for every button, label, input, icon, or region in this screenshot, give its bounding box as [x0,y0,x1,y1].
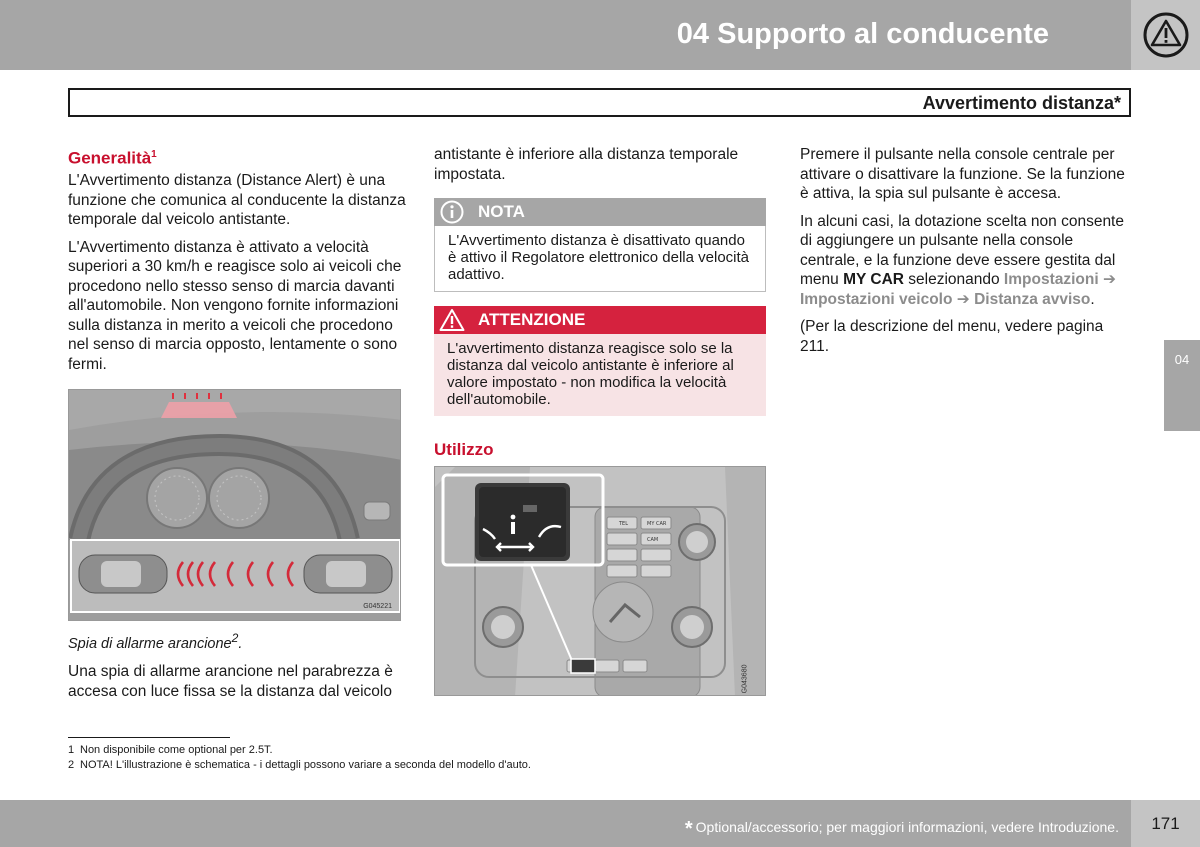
note-header [434,198,766,226]
note-box [434,198,766,292]
chapter-icon-box [1131,0,1200,70]
warning-header [434,306,766,334]
footnote-ref-1: 1 [151,149,157,160]
note-title: NOTA [478,202,525,222]
asterisk-icon: * [684,818,693,840]
section-title: Avvertimento distanza* [922,93,1121,113]
chapter-side-tab [1164,340,1200,431]
figure-code: G043680 [741,664,749,694]
menu-impostazioni: Impostazioni [1003,271,1099,288]
column-3 [800,145,1135,364]
paragraph-activation: L'Avvertimento distanza è attivato a velocità superiori a 30 km/h e reagisce solo ai veicoli che procedono nello stesso senso di marcia davanti all'automobile. Non vengono fornite informazioni sulla distanza in merito a veicoli che procedono nel senso di marcia opposto, lentamente o sono fermi. [68,238,402,373]
section-title-box [68,88,1131,117]
figure-code: G045221 [363,602,392,610]
menu-mycar: MY CAR [843,271,904,288]
footnote-ref-2: 2 [231,631,239,646]
console-button-label: CAM [647,536,659,543]
page-footer [0,800,1131,847]
windscreen-warning-figure [68,389,401,621]
footnotes [68,743,531,773]
windscreen-warning-light [161,402,237,418]
paragraph-press-button: Premere il pulsante nella console centrale per attivare o disattivare la funzione. Se la funzione è attiva, la spia sul pulsante è accesa. [800,146,1125,202]
paragraph-menu-reference: (Per la descrizione del menu, vedere pagina 211. [800,318,1104,355]
own-car-icon [79,555,167,593]
paragraph-menu-path: In alcuni casi, la dotazione scelta non consente di aggiungere un pulsante nella console centrale, e la funzione deve essere gestita dal menu MY CAR selezionando Impostazioni ➔ Impostazioni veicolo ➔ Distanza avviso. [800,212,1124,308]
info-icon [438,198,466,226]
center-console-figure [434,466,766,696]
footer-note: * Optional/accessorio; per maggiori informazioni, vedere Introduzione. [684,818,1119,840]
paragraph-continued: antistante è inferiore alla distanza temporale impostata. [434,146,739,183]
heading-utilizzo: Utilizzo [434,440,494,459]
footnote: 2 NOTA! L'illustrazione è schematica - i dettagli possono variare a seconda del modello d'auto. [68,759,531,771]
console-button-label: MY CAR [647,520,667,527]
footnote-divider [68,737,230,738]
figure-caption: Spia di allarme arancione$^2$. [68,631,243,652]
warning-triangle-icon [1143,12,1189,58]
page-number: 171 [1151,814,1180,833]
front-car-icon [304,555,392,593]
warning-title: ATTENZIONE [478,310,586,330]
heading-generalita: Generalità$^1$ [68,148,157,168]
warning-box [434,306,766,416]
warning-triangle-icon [438,306,466,334]
warning-text: L'avvertimento distanza reagisce solo se la distanza dal veicolo antistante è inferiore al valore impostato - non modifica la velocità dell'automobile. [434,334,766,416]
page-number-box [1131,800,1200,847]
note-text: L'Avvertimento distanza è disattivato quando è attivo il Regolatore elettronico della velocità adattivo. [434,226,766,292]
paragraph-intro: L'Avvertimento distanza (Distance Alert) è una funzione che comunica al conducente la distanza temporale dal veicolo antistante. [68,172,406,229]
footnote: 1 Non disponibile come optional per 2.5T. [68,744,273,756]
menu-distanza-avviso: Distanza avviso [974,290,1091,308]
chapter-tab-label: 04 [1174,352,1190,367]
column-2 [434,145,766,696]
paragraph-warning-light: Una spia di allarme arancione nel parabrezza è accesa con luce fissa se la distanza dal veicolo [68,663,393,700]
column-1 [68,145,408,709]
menu-impostazioni-veicolo: Impostazioni veicolo [800,290,953,308]
chapter-header [0,0,1131,70]
chapter-title: 04 Supporto al conducente [676,18,1049,50]
arrow-right-icon: ➔ [1102,271,1116,288]
arrow-right-icon: ➔ [956,290,970,308]
console-button-label: TEL [619,520,628,527]
